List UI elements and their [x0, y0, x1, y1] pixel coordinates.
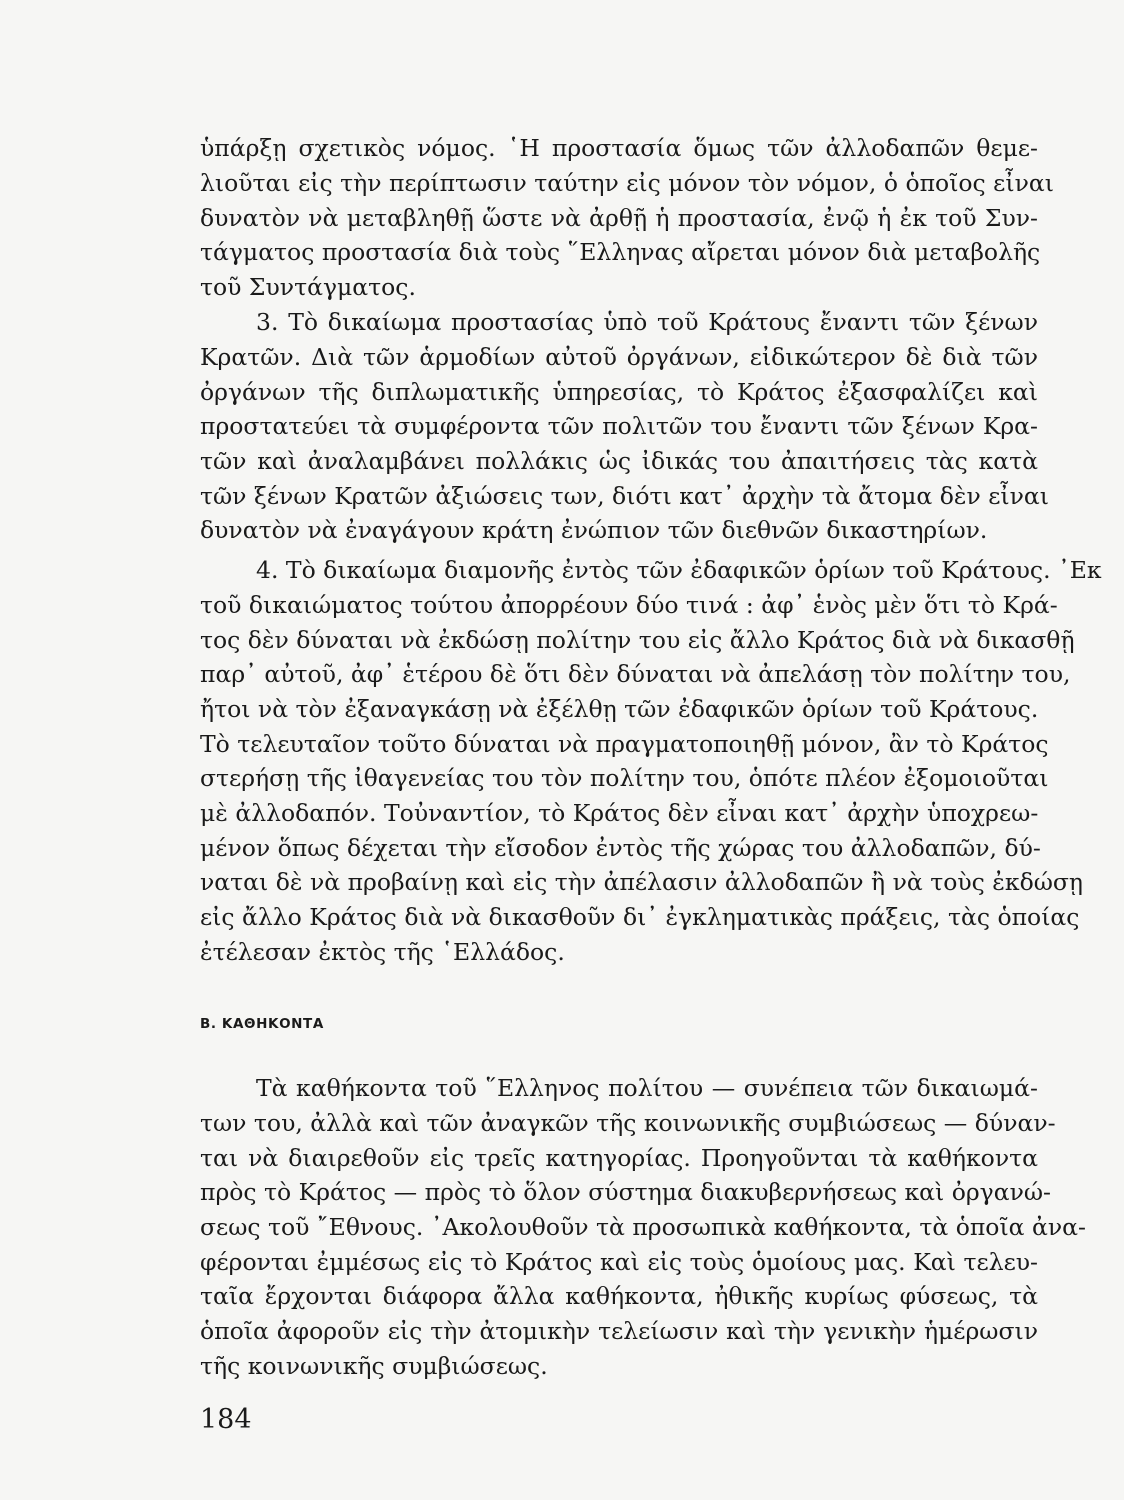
text-line: τῆς κοινωνικῆς συμβιώσεως. [200, 1352, 548, 1380]
text-line: λιοῦται εἰς τὴν περίπτωσιν ταύτην εἰς μόνον τὸν νόμον, ὁ ὁποῖος εἶναι [200, 169, 1054, 197]
paragraph-start-line: 4. Τὸ δικαίωμα διαμονῆς ἐντὸς τῶν ἐδαφικῶν ὁρίων τοῦ Κράτους. ᾽Εκ [256, 556, 1102, 584]
text-line: ἐτέλεσαν ἐκτὸς τῆς ῾Ελλάδος. [200, 938, 565, 966]
text-line: των του, ἀλλὰ καὶ τῶν ἀναγκῶν τῆς κοινωνικῆς συμβιώσεως — δύναν- [200, 1109, 1056, 1137]
text-line: τοῦ Συντάγματος. [200, 273, 416, 301]
text-line: τάγματος προστασία διὰ τοὺς ῞Ελληνας αἴρεται μόνον διὰ μεταβολῆς [200, 238, 1041, 266]
paragraph-start-line: 3. Τὸ δικαίωμα προστασίας ὑπὸ τοῦ Κράτους ἔναντι τῶν ξένων [256, 308, 1038, 336]
text-line: μὲ ἀλλοδαπόν. Τοὐναντίον, τὸ Κράτος δὲν εἶναι κατ᾽ ἀρχὴν ὑποχρεω- [200, 799, 1039, 827]
text-line: δυνατὸν νὰ μεταβληθῇ ὥστε νὰ ἀρθῇ ἡ προστασία, ἐνῷ ἡ ἐκ τοῦ Συν- [200, 204, 1038, 232]
text-line: ὁποῖα ἀφοροῦν εἰς τὴν ἀτομικὴν τελείωσιν καὶ τὴν γενικὴν ἡμέρωσιν [200, 1317, 1038, 1345]
text-line: ὑπάρξῃ σχετικὸς νόμος. ῾Η προστασία ὅμως τῶν ἀλλοδαπῶν θεμε- [200, 134, 1038, 162]
text-line: δυνατὸν νὰ ἐναγάγουν κράτη ἐνώπιον τῶν διεθνῶν δικαστηρίων. [200, 516, 988, 544]
text-line: ὀργάνων τῆς διπλωματικῆς ὑπηρεσίας, τὸ Κράτος ἐξασφαλίζει καὶ [200, 378, 1038, 406]
paragraph-start-line: Τὰ καθήκοντα τοῦ ῞Ελληνος πολίτου — συνέπεια τῶν δικαιωμά- [256, 1074, 1038, 1102]
text-line: ταῖα ἔρχονται διάφορα ἄλλα καθήκοντα, ἠθικῆς κυρίως φύσεως, τὰ [200, 1282, 1038, 1310]
text-line: εἰς ἄλλο Κράτος διὰ νὰ δικασθοῦν δι᾽ ἐγκληματικὰς πράξεις, τὰς ὁποίας [200, 903, 1080, 931]
text-line: στερήσῃ τῆς ἰθαγενείας του τὸν πολίτην του, ὁπότε πλέον ἐξομοιοῦται [200, 764, 1049, 792]
text-line: ται νὰ διαιρεθοῦν εἰς τρεῖς κατηγορίας. Προηγοῦνται τὰ καθήκοντα [200, 1144, 1038, 1172]
page-number: 184 [200, 1404, 252, 1435]
section-heading: Β. ΚΑΘΗΚΟΝΤΑ [200, 1016, 324, 1032]
text-line: μένον ὅπως δέχεται τὴν εἴσοδον ἐντὸς τῆς χώρας του ἀλλοδαπῶν, δύ- [200, 834, 1041, 862]
text-line: σεως τοῦ ῎Εθνους. ᾽Ακολουθοῦν τὰ προσωπικὰ καθήκοντα, τὰ ὁποῖα ἀνα- [200, 1213, 1086, 1241]
text-line: ναται δὲ νὰ προβαίνῃ καὶ εἰς τὴν ἀπέλασιν ἀλλοδαπῶν ἢ νὰ τοὺς ἐκδώσῃ [200, 868, 1083, 896]
text-line: προστατεύει τὰ συμφέροντα τῶν πολιτῶν του ἔναντι τῶν ξένων Κρα- [200, 412, 1038, 440]
text-line: παρ᾽ αὐτοῦ, ἀφ᾽ ἑτέρου δὲ ὅτι δὲν δύναται νὰ ἀπελάσῃ τὸν πολίτην του, [200, 660, 1071, 688]
text-line: φέρονται ἐμμέσως εἰς τὸ Κράτος καὶ εἰς τοὺς ὁμοίους μας. Καὶ τελευ- [200, 1248, 1038, 1276]
text-line: τῶν ξένων Κρατῶν ἀξιώσεις των, διότι κατ᾽ ἀρχὴν τὰ ἄτομα δὲν εἶναι [200, 482, 1050, 510]
text-line: ἤτοι νὰ τὸν ἐξαναγκάσῃ νὰ ἐξέλθῃ τῶν ἐδαφικῶν ὁρίων τοῦ Κράτους. [200, 695, 1039, 723]
text-line: τοῦ δικαιώματος τούτου ἀπορρέουν δύο τινά : ἀφ᾽ ἑνὸς μὲν ὅτι τὸ Κρά- [200, 591, 1058, 619]
text-line: πρὸς τὸ Κράτος — πρὸς τὸ ὅλον σύστημα διακυβερνήσεως καὶ ὀργανώ- [200, 1178, 1051, 1206]
text-line: Κρατῶν. Διὰ τῶν ἁρμοδίων αὐτοῦ ὀργάνων, εἰδικώτερον δὲ διὰ τῶν [200, 343, 1038, 371]
text-line: Τὸ τελευταῖον τοῦτο δύναται νὰ πραγματοποιηθῇ μόνον, ἂν τὸ Κράτος [200, 730, 1049, 758]
text-line: τῶν καὶ ἀναλαμβάνει πολλάκις ὡς ἰδικάς του ἀπαιτήσεις τὰς κατὰ [200, 447, 1038, 475]
text-line: τος δὲν δύναται νὰ ἐκδώσῃ πολίτην του εἰς ἄλλο Κράτος διὰ νὰ δικασθῇ [200, 626, 1075, 654]
